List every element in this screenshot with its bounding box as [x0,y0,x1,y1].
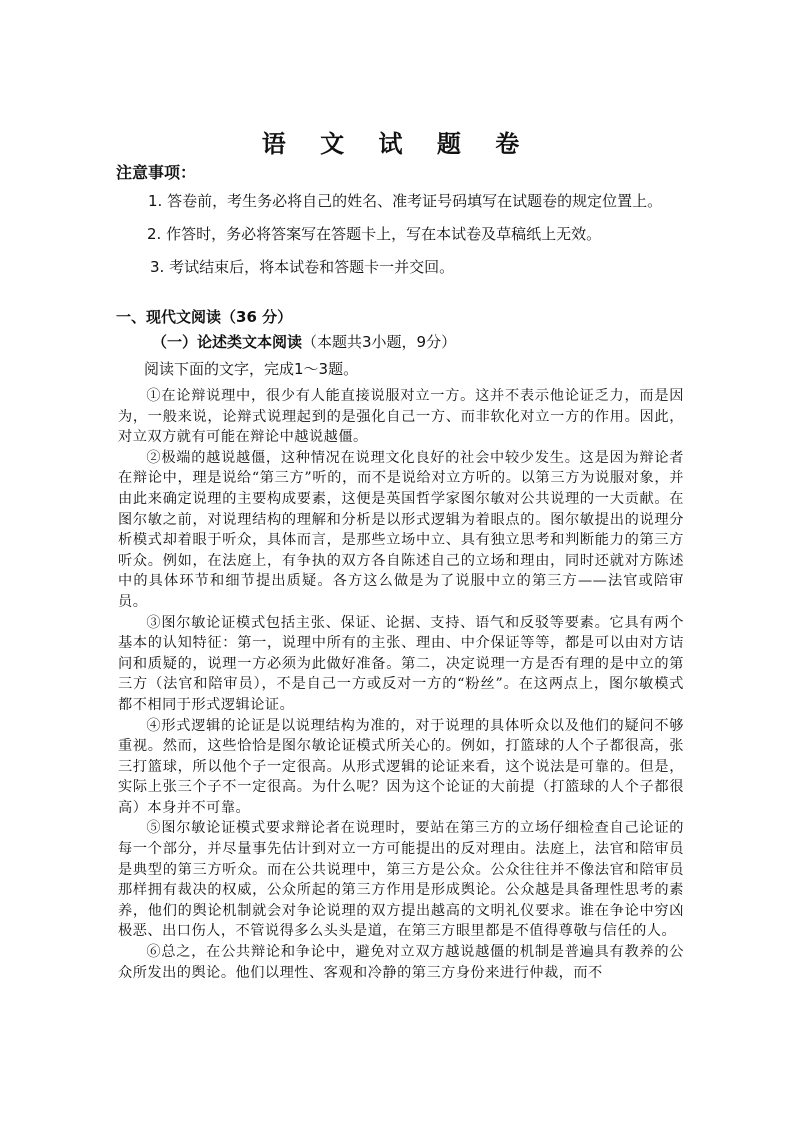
sub-heading-detail: （本题共3小题，9分） [302,333,457,351]
passage-paragraph-3: ③图尔敏论证模式包括主张、保证、论据、支持、语气和反驳等要素。它具有两个基本的认知特征：第一，说理中所有的主张、理由、中介保证等等，都是可以由对方诘问和质疑的，说理一方必须为此做好准备。第二，决定说理一方是否有理的是中立的第三方（法官和陪审员），不是自己一方或反对一方的“粉丝”。在这两点上，图尔敏模式都不相同于形式逻辑论证。 [118,614,684,713]
passage-paragraph-4: ④形式逻辑的论证是以说理结构为准的，对于说理的具体听众以及他们的疑问不够重视。然而，这些恰恰是图尔敏论证模式所关心的。例如，打篮球的人个子都很高，张三打篮球，所以他个子一定很高。从形式逻辑的论证来看，这个说法是可靠的。但是，实际上张三个子不一定很高。为什么呢？因为这个论证的大前提（打篮球的人个子都很高）本身并不可靠。 [118,717,684,816]
reading-instruction: 阅读下面的文字，完成1～3题。 [144,360,359,378]
reading-passage [118,386,684,983]
note-item-2: 2. 作答时，务必将答案写在答题卡上，写在本试卷及草稿纸上无效。 [147,225,602,243]
passage-paragraph-5: ⑤图尔敏论证模式要求辩论者在说理时，要站在第三方的立场仔细检查自己论证的每一个部分，并尽量事先估计到对立一方可能提出的反对理由。法庭上，法官和陪审员是典型的第三方听众。而在公共说理中，第三方是公众。公众往往并不像法官和陪审员那样拥有裁决的权威，公众所起的第三方作用是形成舆论。公众越是具备理性思考的素养，他们的舆论机制就会对争论说理的双方提出越高的文明礼仪要求。谁在争论中穷凶极恶、出口伤人，不管说得多么头头是道，在第三方眼里都是不值得尊敬与信任的人。 [118,820,684,940]
sub-heading [152,331,456,352]
page-title: 语 文 试 题 卷 [261,130,533,158]
note-item-3: 3. 考试结束后，将本试卷和答题卡一并交回。 [150,258,455,276]
section-heading: 一、现代文阅读（36 分） [116,308,293,326]
passage-paragraph-2: ②极端的越说越僵，这种情况在说理文化良好的社会中较少发生。这是因为辩论者在辩论中，理是说给“第三方”听的，而不是说给对立方听的。以第三方为说服对象，并由此来确定说理的主要构成要素，这便是英国哲学家图尔敏对公共说理的一大贡献。在图尔敏之前，对说理结构的理解和分析是以形式逻辑为着眼点的。图尔敏提出的说理分析模式却着眼于听众，具体而言，是那些立场中立、具有独立思考和判断能力的第三方听众。例如，在法庭上，有争执的双方各自陈述自己的立场和理由，同时还就对方陈述中的具体环节和细节提出质疑。各方这么做是为了说服中立的第三方——法官或陪审员。 [118,449,684,610]
passage-paragraph-1: ①在论辩说理中，很少有人能直接说服对立一方。这并不表示他论证乏力，而是因为，一般来说，论辩式说理起到的是强化自己一方、而非软化对立一方的作用。因此，对立双方就有可能在辩论中越说越僵。 [118,388,684,446]
sub-heading-title: （一）论述类文本阅读 [152,333,303,351]
note-item-1: 1. 答卷前，考生务必将自己的姓名、准考证号码填写在试题卷的规定位置上。 [148,192,663,210]
passage-paragraph-6: ⑥总之，在公共辩论和争论中，避免对立双方越说越僵的机制是普遍具有教养的公众所发出的舆论。他们以理性、客观和冷静的第三方身份来进行仲裁，而不 [118,944,684,981]
notes-heading: 注意事项： [116,163,197,182]
